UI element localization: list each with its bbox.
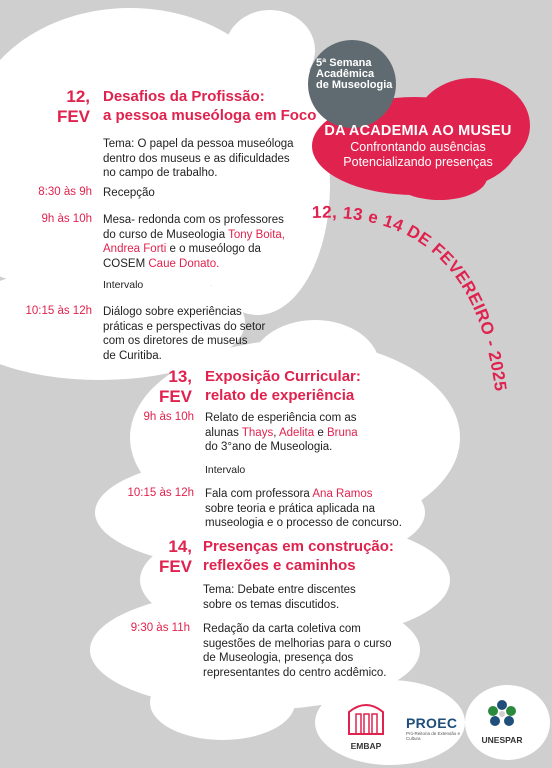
day-month: FEV [158, 387, 192, 406]
event-text: Recepção [103, 187, 155, 199]
title-line: relato de experiência [205, 387, 355, 404]
event-text [205, 411, 415, 455]
event-time: 10:15 às 12h [25, 305, 92, 317]
event-line: práticas e perspectivas do setor [103, 320, 266, 333]
event-line: Diálogo sobre experiências [103, 306, 242, 318]
event-text [103, 213, 318, 271]
svg-text:12, 13 e 14 DE FEVEREIRO - 202 [312, 203, 511, 393]
title-line: Exposição Curricular: [205, 368, 361, 385]
day-number: 12, [66, 87, 90, 106]
event-fragment: , [273, 426, 279, 439]
hero-title: DA ACADEMIA AO MUSEU [324, 123, 512, 139]
event-line: Mesa- redonda com os professores [103, 214, 284, 226]
day-date [140, 367, 192, 407]
event-line: de Curitiba. [103, 349, 162, 362]
proec-subtitle: Pró-Reitoria de Extensão e Cultura [406, 731, 461, 741]
theme-line: Tema: Debate entre discentes [203, 584, 356, 596]
embap-building-icon [345, 698, 387, 736]
title-line: Presenças em construção: [203, 538, 394, 555]
embap-label: EMBAP [350, 741, 382, 751]
day-title [103, 87, 323, 125]
event-text [205, 487, 420, 531]
person-name: Thays [241, 426, 274, 439]
event-fragment: alunas [205, 426, 242, 439]
hero-subtitle: Confrontando ausências [350, 140, 486, 154]
day-date [140, 537, 192, 577]
title-line: a pessoa museóloga em Foco [103, 107, 317, 124]
event-fragment: Fala com professora [205, 488, 313, 500]
person-name: Bruna [326, 426, 358, 439]
day-number: 13, [168, 367, 192, 386]
day-title [203, 537, 423, 575]
day-theme [203, 583, 403, 612]
event-line [205, 487, 420, 502]
event-line: Redação da carta coletiva com [203, 623, 361, 635]
embap-logo [345, 698, 387, 758]
event-line: do 3°ano de Museologia. [205, 441, 333, 453]
event-line: representantes do centro acdêmico. [203, 666, 387, 679]
event-fragment: e [314, 426, 327, 439]
event-line: Relato de esperiência com as [205, 412, 357, 424]
person-name: Tony Boita, [228, 228, 286, 241]
event-fragment: e o museólogo da [166, 243, 261, 255]
title-line: Desafios da Profissão: [103, 88, 265, 105]
event-line [103, 228, 318, 243]
unespar-emblem-icon [480, 698, 524, 730]
theme-line: sobre os temas discutidos. [203, 598, 340, 611]
break-label: Intervalo [205, 464, 246, 476]
day-month: FEV [158, 557, 192, 576]
day-title [205, 367, 405, 405]
badge-line: de Museologia [316, 79, 393, 91]
day-number: 14, [168, 537, 192, 556]
title-line: reflexões e caminhos [203, 557, 356, 574]
event-line: sobre teoria e prática aplicada na [205, 502, 376, 515]
dates-text: 12, 13 e 14 DE FEVEREIRO - 2025 [311, 202, 511, 393]
event-text [103, 305, 303, 363]
unespar-logo [480, 698, 524, 760]
person-name: Andrea Forti [103, 243, 167, 255]
event-fragment: COSEM [103, 257, 146, 270]
event-line [103, 257, 318, 272]
event-time: 9h às 10h [41, 213, 92, 225]
event-text [203, 622, 423, 680]
badge-line: Acadêmica [316, 68, 375, 80]
event-line: de Museologia, presença dos [203, 652, 354, 664]
event-time: 9h às 10h [143, 411, 194, 423]
theme-line: Tema: O papel da pessoa museóloga [103, 138, 294, 150]
event-line: museologia e o processo de concurso. [205, 517, 402, 529]
day-theme [103, 137, 313, 181]
day-month: FEV [56, 107, 90, 126]
event-time: 8:30 às 9h [38, 186, 92, 198]
person-name: Adelita [278, 426, 315, 439]
event-line: sugestões de melhorias para o curso [203, 637, 392, 650]
event-time: 10:15 às 12h [127, 487, 194, 499]
event-line [103, 242, 318, 257]
event-line [205, 426, 415, 441]
break-label: Intervalo [103, 279, 144, 291]
event-line: com os diretores de museus [103, 335, 248, 347]
day-date [40, 87, 90, 127]
theme-line: dentro dos museus e as dificuldades [103, 152, 290, 165]
proec-logo [406, 715, 466, 741]
person-name: Caue Donato. [148, 257, 220, 270]
event-time: 9:30 às 11h [130, 622, 190, 634]
unespar-label: UNESPAR [481, 735, 523, 745]
badge-line: 5ª Semana [316, 57, 372, 69]
event-fragment: do curso de Museologia [103, 228, 226, 241]
person-name: Ana Ramos [312, 488, 373, 500]
hero-subtitle: Potencializando presenças [343, 155, 493, 169]
theme-line: no campo de trabalho. [103, 167, 218, 179]
proec-label: PROEC [406, 715, 458, 731]
